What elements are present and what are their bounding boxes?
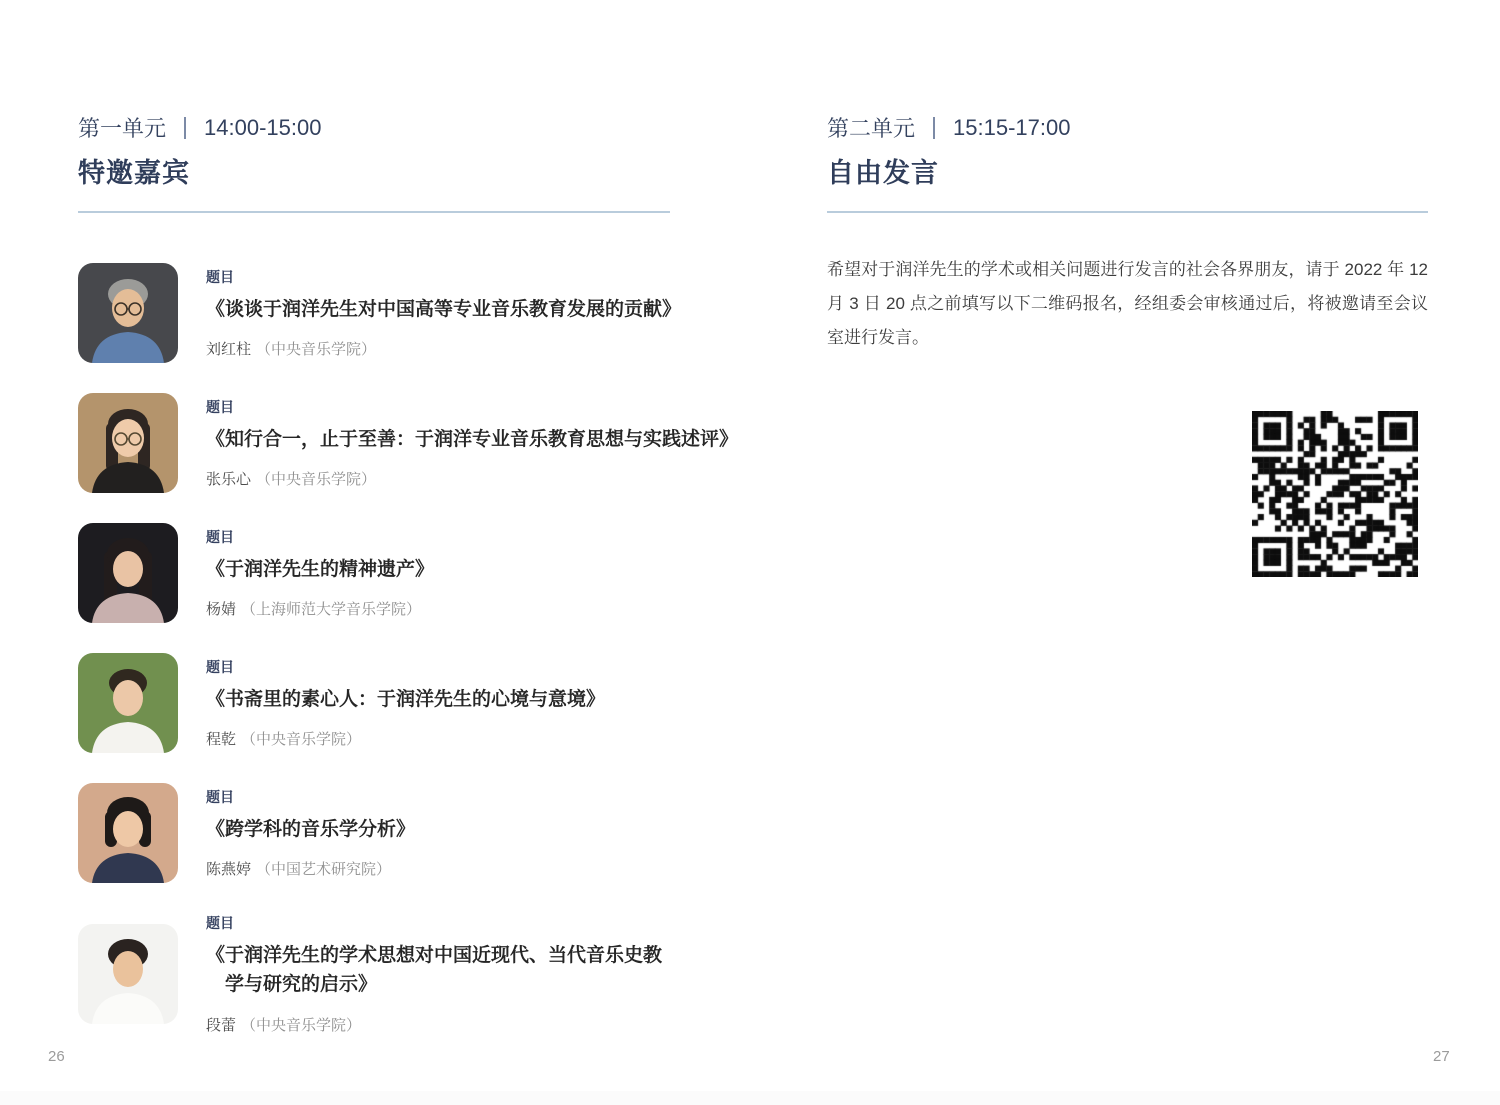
speaker-byline [206, 598, 670, 619]
section-unit-2 [827, 112, 1428, 577]
speaker-photo [78, 393, 178, 493]
speaker-name: 陈燕婷 [206, 861, 252, 879]
speaker-photo [78, 924, 178, 1024]
speaker-affiliation: （中国艺术研究院） [256, 861, 392, 879]
page-edge [0, 1091, 1500, 1105]
topic-label: 题目 [206, 528, 234, 545]
speaker-affiliation: （中央音乐学院） [256, 341, 377, 359]
speaker-affiliation: （中央音乐学院） [256, 471, 377, 489]
speaker-info [206, 527, 670, 619]
speaker-photo [78, 653, 178, 753]
speaker-photo [78, 523, 178, 623]
topic-label: 题目 [206, 658, 234, 675]
speaker-affiliation: （中央音乐学院） [241, 731, 362, 749]
speaker-byline [206, 728, 670, 749]
speaker-info [206, 913, 670, 1035]
speaker-byline [206, 858, 670, 879]
speaker-info [206, 397, 739, 489]
divider-rule [78, 211, 670, 213]
topic-label: 题目 [206, 398, 234, 415]
unit-1-time: 14:00-15:00 [204, 114, 322, 140]
speaker-row [78, 393, 739, 493]
speaker-name: 杨婧 [206, 601, 237, 619]
speaker-name: 程乾 [206, 731, 237, 749]
unit-2-time: 15:15-17:00 [953, 114, 1071, 140]
talk-title: 《跨学科的音乐学分析》 [206, 817, 416, 840]
pipe-divider [184, 117, 186, 139]
speaker-list [78, 263, 739, 1035]
speaker-name: 段蕾 [206, 1016, 237, 1034]
speaker-row [78, 653, 670, 753]
page-number-right: 27 [1433, 1048, 1450, 1065]
speaker-row [78, 523, 670, 623]
speaker-name: 刘红柱 [206, 341, 252, 359]
registration-instructions: 希望对于润洋先生的学术或相关问题进行发言的社会各界朋友，请于 2022 年 12 月 3 日 20 点之前填写以下二维码报名，经组委会审核通过后，将被邀请至会议室进行发言。 [827, 260, 1428, 347]
speaker-byline [206, 338, 681, 359]
unit-2-title: 自由发言 [827, 158, 939, 188]
registration-qr-code [1252, 411, 1418, 577]
unit-1-title: 特邀嘉宾 [78, 158, 190, 188]
unit-1-name: 第一单元 [78, 116, 167, 141]
speaker-info [206, 657, 670, 749]
speaker-info [206, 787, 670, 879]
topic-label: 题目 [206, 915, 234, 931]
speaker-affiliation: （上海师范大学音乐学院） [241, 601, 422, 619]
speaker-photo [78, 783, 178, 883]
speaker-info [206, 267, 681, 359]
divider-rule [827, 211, 1428, 213]
talk-title: 《知行合一，止于至善：于润洋专业音乐教育思想与实践述评》 [206, 427, 739, 450]
section-unit-1 [78, 112, 739, 1065]
speaker-row [78, 263, 682, 363]
topic-label: 题目 [206, 788, 234, 805]
unit-2-name: 第二单元 [827, 116, 916, 141]
talk-title: 《于润洋先生的学术思想对中国近现代、当代音乐史教学与研究的启示》 [206, 944, 663, 996]
speaker-byline [206, 468, 706, 489]
speaker-row [78, 783, 670, 883]
talk-title: 《书斋里的素心人：于润洋先生的心境与意境》 [206, 687, 606, 710]
talk-title: 《谈谈于润洋先生对中国高等专业音乐教育发展的贡献》 [206, 297, 682, 320]
topic-label: 题目 [206, 268, 234, 285]
speaker-affiliation: （中央音乐学院） [241, 1016, 362, 1034]
unit-2-header [827, 112, 1428, 143]
speaker-byline [206, 1014, 670, 1035]
speaker-photo [78, 263, 178, 363]
page-number-left: 26 [48, 1048, 65, 1065]
pipe-divider [933, 117, 935, 139]
speaker-name: 张乐心 [206, 471, 252, 489]
talk-title: 《于润洋先生的精神遗产》 [206, 557, 435, 580]
unit-1-header [78, 112, 670, 143]
speaker-row [78, 913, 670, 1035]
